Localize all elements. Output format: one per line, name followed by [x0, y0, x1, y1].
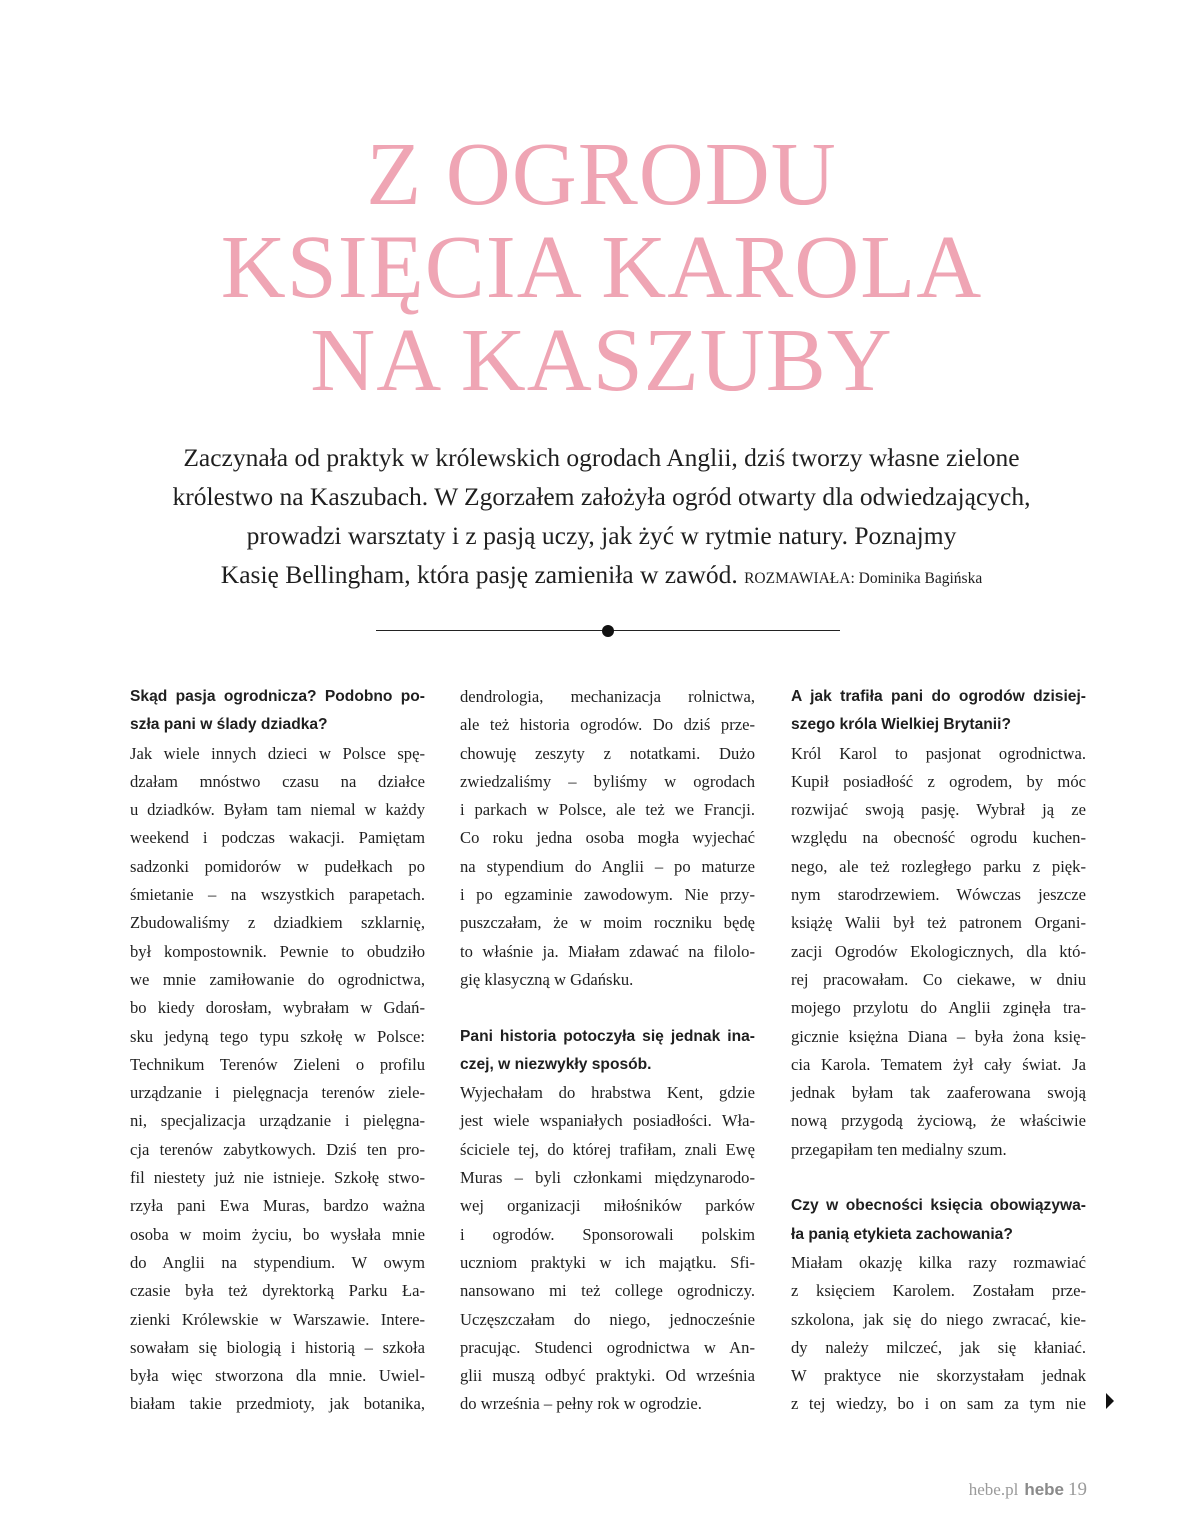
- body-line: zacji Ogrodów Ekologicznych, dla któ-: [791, 941, 1086, 961]
- body-line: był kompostownik. Pewnie to obudziło: [130, 941, 425, 961]
- body-line: wej organizacji miłośników parków: [460, 1196, 755, 1216]
- footer-brand-logo: hebe: [1024, 1480, 1064, 1499]
- body-line: nego, ale też rozległego parku z pięk-: [791, 856, 1086, 876]
- article-title: [0, 125, 1203, 410]
- body-line: dendrologia, mechanizacja rolnictwa,: [460, 687, 755, 706]
- paragraph-gap: [791, 1164, 1086, 1192]
- title-line: KSIĘCIA KAROLA: [220, 218, 983, 317]
- title-line: NA KASZUBY: [310, 311, 893, 410]
- body-line: zwiedzaliśmy – byliśmy w ogrodach: [460, 771, 755, 791]
- byline-label: ROZMAWIAŁA:: [744, 570, 855, 587]
- body-line: cja terenów zabytkowych. Dziś ten pro-: [130, 1139, 425, 1159]
- question-line: A jak trafiła pani do ogrodów dzisiej-: [791, 688, 1086, 705]
- body-line: do września – pełny rok w ogrodzie.: [460, 1394, 702, 1414]
- byline: [744, 570, 982, 587]
- body-line: bo kiedy dorosłam, wybrałam w Gdań-: [130, 998, 425, 1018]
- body-line: i ogrodów. Sponsorowali polskim: [460, 1224, 755, 1244]
- body-line: Co roku jedna osoba mogła wyjechać: [460, 828, 755, 848]
- body-line: we mnie zamiłowanie do ogrodnictwa,: [130, 969, 425, 989]
- body-line: gicznie księżna Diana – była żona księ-: [791, 1026, 1086, 1046]
- body-line: Miałam okazję kilka razy rozmawiać: [791, 1252, 1086, 1272]
- body-line: weekend i podczas wakacji. Pamiętam: [130, 828, 425, 848]
- body-line: jednak byłam tak zaaferowana swoją: [791, 1083, 1086, 1103]
- page-footer: [969, 1480, 1087, 1500]
- question-line: Czy w obecności księcia obowiązywa-: [791, 1197, 1086, 1215]
- body-line: ściciele tej, do której trafiłam, znali Ewę: [460, 1139, 755, 1159]
- title-line: Z OGRODU: [366, 125, 837, 224]
- body-line: Jak wiele innych dzieci w Polsce spę-: [130, 743, 425, 763]
- question-line: Pani historia potoczyła się jednak ina-: [460, 1027, 755, 1045]
- body-line: cia Karola. Tematem żył cały świat. Ja: [791, 1054, 1086, 1074]
- body-line: zienki Królewskie w Warszawie. Intere-: [130, 1309, 425, 1329]
- body-line: uczniom praktyki w ich majątku. Sfi-: [460, 1252, 755, 1272]
- body-line: Zbudowaliśmy z dziadkiem szklarnię,: [130, 913, 425, 933]
- body-line: W praktyce nie skorzystałam jednak: [791, 1366, 1086, 1386]
- body-line: puszczałam, że w moim roczniku będę: [460, 913, 755, 933]
- body-line: ni, specjalizacja urządzanie i pielęgna-: [130, 1111, 425, 1131]
- body-line: nansowano mi też college ogrodniczy.: [460, 1281, 755, 1301]
- body-line: chowuję zeszyty z notatkami. Dużo: [460, 743, 755, 763]
- lead-line: Zaczynała od praktyk w królewskich ogrodach Anglii, dziś tworzy własne zielone: [183, 443, 1020, 472]
- body-line: Muras – byli członkami międzynarodo-: [460, 1168, 755, 1188]
- body-line: szkolona, jak się do niego zwracać, kie-: [791, 1309, 1086, 1329]
- body-line: to właśnie ja. Miałam zdawać na filolo-: [460, 941, 755, 961]
- body-line: i parkach w Polsce, ale też we Francji.: [460, 800, 755, 820]
- body-line: białam takie przedmioty, jak botanika,: [130, 1394, 425, 1414]
- body-line: była więc stworzona dla mnie. Uwiel-: [130, 1366, 425, 1386]
- body-line: glii muszą odbyć praktyki. Od września: [460, 1366, 755, 1386]
- footer-site: hebe.pl: [968, 1480, 1019, 1499]
- body-line: z księciem Karolem. Zostałam prze-: [791, 1281, 1086, 1301]
- body-line: u dziadków. Byłam tam niemal w każdy: [130, 800, 425, 820]
- divider-dot: [602, 625, 614, 637]
- body-line: książę Walii był też patronem Organi-: [791, 913, 1086, 933]
- body-line: na stypendium do Anglii – po maturze: [460, 856, 755, 876]
- question-line: czej, w niezwykły sposób.: [460, 1055, 652, 1073]
- body-line: Wyjechałam do hrabstwa Kent, gdzie: [460, 1083, 755, 1103]
- body-line: mojego przylotu do Anglii zginęła tra-: [791, 998, 1086, 1018]
- body-line: Kupił posiadłość z ogrodem, by móc: [791, 771, 1086, 791]
- body-line: fil niestety już nie istnieje. Szkołę stwo-: [130, 1168, 425, 1188]
- column-3: [791, 683, 1086, 1419]
- body-line: Uczęszczałam do niego, jednocześnie: [460, 1309, 755, 1329]
- body-line: sowałam się biologią i historią – szkoła: [130, 1337, 425, 1357]
- body-line: i po egzaminie zawodowym. Nie przy-: [460, 885, 755, 905]
- body-line: rzyła pani Ewa Muras, bardzo ważna: [130, 1196, 425, 1216]
- question-line: szła pani w ślady dziadka?: [130, 716, 328, 734]
- continue-arrow-icon: [1106, 1393, 1114, 1409]
- body-line: urządzanie i pielęgnacja terenów ziele-: [130, 1083, 425, 1103]
- body-line: gię klasyczną w Gdańsku.: [460, 969, 634, 989]
- page-number: 19: [1068, 1479, 1087, 1500]
- body-line: osoba w moim życiu, bo wysłała mnie: [130, 1224, 425, 1244]
- body-line: do Anglii na stypendium. W owym: [130, 1252, 425, 1272]
- lead-line: Kasię Bellingham, która pasję zamieniła w zawód.: [220, 560, 738, 589]
- body-line: rej pracowałam. Co ciekawe, w dniu: [791, 969, 1086, 989]
- body-line: ale też historia ogrodów. Do dziś prze-: [460, 715, 755, 735]
- body-line: jest wiele wspaniałych posiadłości. Wła-: [460, 1111, 755, 1131]
- body-line: nową przygodą życiową, że właściwie: [791, 1111, 1086, 1131]
- column-1: [130, 683, 425, 1419]
- byline-name: Dominika Bagińska: [858, 570, 983, 587]
- body-line: przegapiłam ten medialny szum.: [791, 1139, 1007, 1159]
- body-line: rozwijać swoją pasję. Wybrał ją ze: [791, 800, 1086, 820]
- body-line: śmietanie – na wszystkich parapetach.: [130, 885, 425, 905]
- question-line: szego króla Wielkiej Brytanii?: [791, 716, 1011, 734]
- body-line: z tej wiedzy, bo i on sam za tym nie: [791, 1394, 1086, 1414]
- body-line: względu na obecność ogrodu kuchen-: [791, 828, 1086, 848]
- question-line: Skąd pasja ogrodnicza? Podobno po-: [130, 688, 425, 705]
- body-line: nym starodrzewiem. Wówczas jeszcze: [791, 885, 1086, 905]
- lead-paragraph: [150, 438, 1053, 598]
- paragraph-gap: [460, 994, 755, 1022]
- lead-line: prowadzi warsztaty i z pasją uczy, jak żyć w rytmie natury. Poznajmy: [246, 521, 957, 550]
- lead-line: królestwo na Kaszubach. W Zgorzałem założyła ogród otwarty dla odwiedzających,: [172, 482, 1031, 511]
- section-divider: [376, 623, 840, 639]
- body-line: dzałam mnóstwo czasu na działce: [130, 771, 425, 791]
- question-line: ła panią etykieta zachowania?: [791, 1225, 1013, 1243]
- body-line: sadzonki pomidorów w pudełkach po: [130, 856, 425, 876]
- body-line: dy należy milczeć, jak się kłaniać.: [791, 1337, 1086, 1357]
- column-2: [460, 683, 755, 1419]
- body-line: sku jedyną tego typu szkołę w Polsce:: [130, 1026, 425, 1046]
- body-line: Technikum Terenów Zieleni o profilu: [130, 1054, 425, 1074]
- body-line: Król Karol to pasjonat ogrodnictwa.: [791, 743, 1086, 763]
- body-line: czasie była też dyrektorką Parku Ła-: [130, 1281, 425, 1301]
- body-line: pracując. Studenci ogrodnictwa w An-: [460, 1337, 755, 1357]
